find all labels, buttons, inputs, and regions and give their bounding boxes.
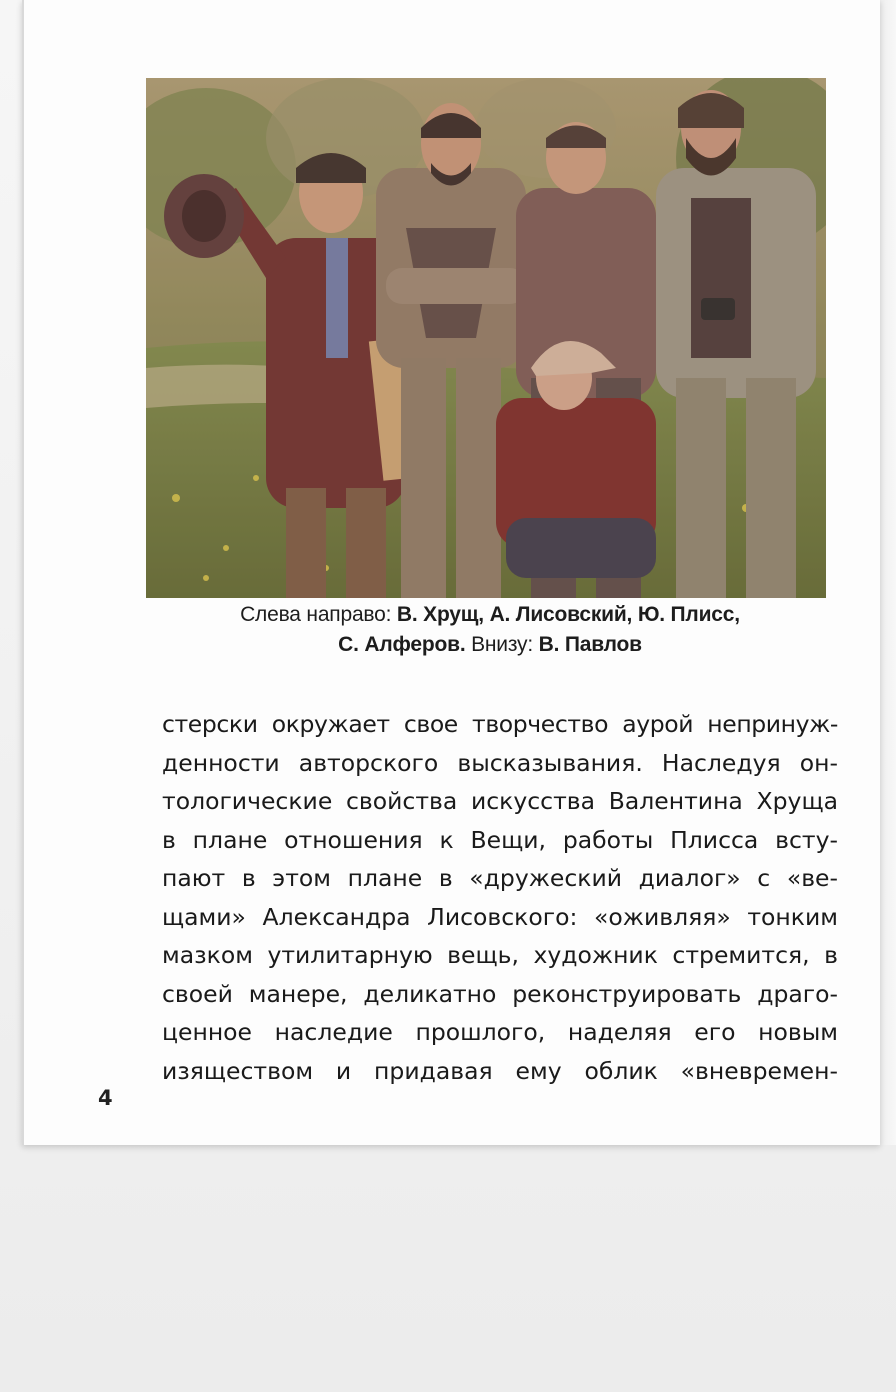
caption-names-top: В. Хрущ, А. Лисовский, Ю. Плисс, [396,603,740,626]
text-line: тологические свойства искусства Валентина Хруща [162,787,838,815]
page-number: 4 [98,1086,113,1110]
text-line: в плане отношения к Вещи, работы Плисса всту- [162,825,838,854]
photo-caption [140,600,840,660]
caption-line-2 [140,630,840,660]
caption-names-mid: С. Алферов. [338,633,466,656]
text-line: мазком утилитарную вещь, художник стремится, в [162,941,838,969]
caption-bottom-label: Внизу: [465,633,539,656]
text-line: стерски окружает свое творчество аурой непринуж- [162,710,838,738]
caption-line-1 [140,600,840,630]
text-line: денности авторского высказывания. Наследуя он- [162,748,838,777]
caption-prefix: Слева направо: [240,603,397,626]
text-line: пают в этом плане в «дружеский диалог» с «ве- [162,864,838,892]
group-photo [146,78,826,598]
group-photo-illustration [146,78,826,598]
body-paragraph [162,705,838,1090]
text-line: ценное наследие прошлого, наделяя его новым [162,1018,838,1046]
text-line: щами» Александра Лисовского: «оживляя» тонким [162,902,838,931]
text-line: изяществом и придавая ему облик «вневремен- [162,1056,838,1085]
text-line: своей манере, деликатно реконструировать драго- [162,979,838,1008]
caption-names-bottom: В. Павлов [538,633,642,656]
